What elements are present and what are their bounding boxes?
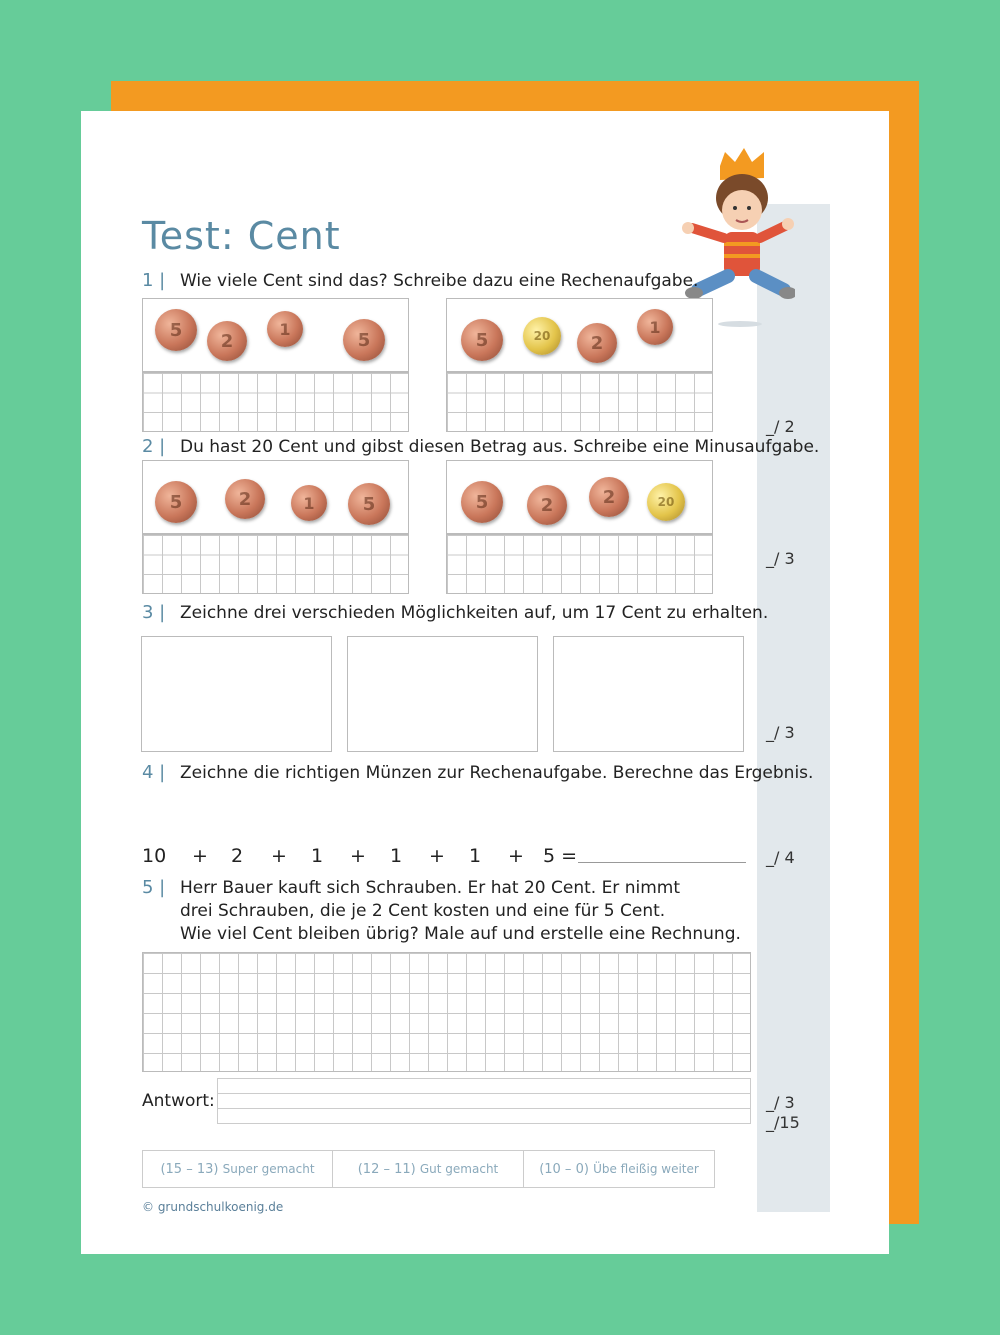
answer-field[interactable] <box>217 1078 751 1124</box>
score-sidebar <box>757 204 830 1212</box>
rating-label: Übe fleißig weiter <box>593 1162 699 1176</box>
q3-drawing-box-2[interactable] <box>347 636 538 752</box>
equation-operator: + <box>508 845 524 867</box>
equation-term: 10 <box>142 845 167 867</box>
q1-number: 1 | <box>142 270 166 291</box>
total-score: _/15 <box>766 1113 800 1132</box>
q3-text: Zeichne drei verschieden Möglichkeiten auf, um 17 Cent zu erhalten. <box>180 603 769 623</box>
equation-term: 1 <box>390 845 403 867</box>
answer-guideline <box>218 1093 750 1094</box>
coin: 1 <box>637 309 673 345</box>
equation-term: 1 <box>311 845 324 867</box>
equation-operator: + <box>350 845 366 867</box>
coin: 20 <box>523 317 561 355</box>
equation-term: 1 <box>469 845 482 867</box>
q3-score: _/ 3 <box>766 723 795 742</box>
page-title: Test: Cent <box>142 214 341 258</box>
coin: 2 <box>225 479 265 519</box>
coin: 20 <box>647 483 685 521</box>
coin: 5 <box>155 309 197 351</box>
q5-number: 5 | <box>142 877 166 898</box>
rating-label: Super gemacht <box>222 1162 315 1176</box>
q1-writing-grid-b[interactable] <box>446 372 713 432</box>
equation-operator: + <box>429 845 445 867</box>
q1-coinbox-b <box>446 298 713 372</box>
copyright-link[interactable]: © grundschulkoenig.de <box>142 1200 284 1214</box>
rating-range: (15 – 13) <box>160 1161 219 1177</box>
coin: 5 <box>348 483 390 525</box>
q3-drawing-box-3[interactable] <box>553 636 744 752</box>
q3-number: 3 | <box>142 602 166 623</box>
coin: 2 <box>577 323 617 363</box>
coin: 2 <box>207 321 247 361</box>
q5-text-line3: Wie viel Cent bleiben übrig? Male auf und erstelle eine Rechnung. <box>180 924 741 944</box>
coin: 5 <box>461 481 503 523</box>
coin: 2 <box>527 485 567 525</box>
answer-label: Antwort: <box>142 1091 215 1111</box>
coin: 5 <box>461 319 503 361</box>
q2-coinbox-a <box>142 460 409 534</box>
rating-super <box>142 1150 333 1188</box>
rating-range: (10 – 0) <box>539 1161 589 1177</box>
answer-guideline <box>218 1108 750 1109</box>
equation-operator: + <box>192 845 208 867</box>
rating-range: (12 – 11) <box>357 1161 416 1177</box>
q2-writing-grid-a[interactable] <box>142 534 409 594</box>
q2-text: Du hast 20 Cent und gibst diesen Betrag aus. Schreibe eine Minusaufgabe. <box>180 437 820 457</box>
coin: 1 <box>267 311 303 347</box>
q5-text-line2: drei Schrauben, die je 2 Cent kosten und eine für 5 Cent. <box>180 901 666 921</box>
rating-label: Gut gemacht <box>419 1162 499 1176</box>
q1-coinbox-a <box>142 298 409 372</box>
q5-writing-grid[interactable] <box>142 952 751 1072</box>
q3-drawing-box-1[interactable] <box>141 636 332 752</box>
q1-writing-grid-a[interactable] <box>142 372 409 432</box>
coin: 1 <box>291 485 327 521</box>
coin: 2 <box>589 477 629 517</box>
q1-score: _/ 2 <box>766 417 795 436</box>
rating-gut <box>332 1150 524 1188</box>
coin: 5 <box>155 481 197 523</box>
equation-term: 2 <box>231 845 244 867</box>
equation-term: 5 = <box>543 845 578 867</box>
q2-coinbox-b <box>446 460 713 534</box>
q5-score: _/ 3 <box>766 1093 795 1112</box>
q1-text: Wie viele Cent sind das? Schreibe dazu eine Rechenaufgabe. <box>180 271 699 291</box>
q4-answer-line[interactable] <box>578 862 746 863</box>
q5-text-line1: Herr Bauer kauft sich Schrauben. Er hat 20 Cent. Er nimmt <box>180 878 680 898</box>
q4-score: _/ 4 <box>766 848 795 867</box>
q4-number: 4 | <box>142 762 166 783</box>
q2-number: 2 | <box>142 436 166 457</box>
q2-writing-grid-b[interactable] <box>446 534 713 594</box>
coin: 5 <box>343 319 385 361</box>
q2-score: _/ 3 <box>766 549 795 568</box>
rating-uebe <box>523 1150 715 1188</box>
q4-text: Zeichne die richtigen Münzen zur Rechenaufgabe. Berechne das Ergebnis. <box>180 763 814 783</box>
equation-operator: + <box>271 845 287 867</box>
